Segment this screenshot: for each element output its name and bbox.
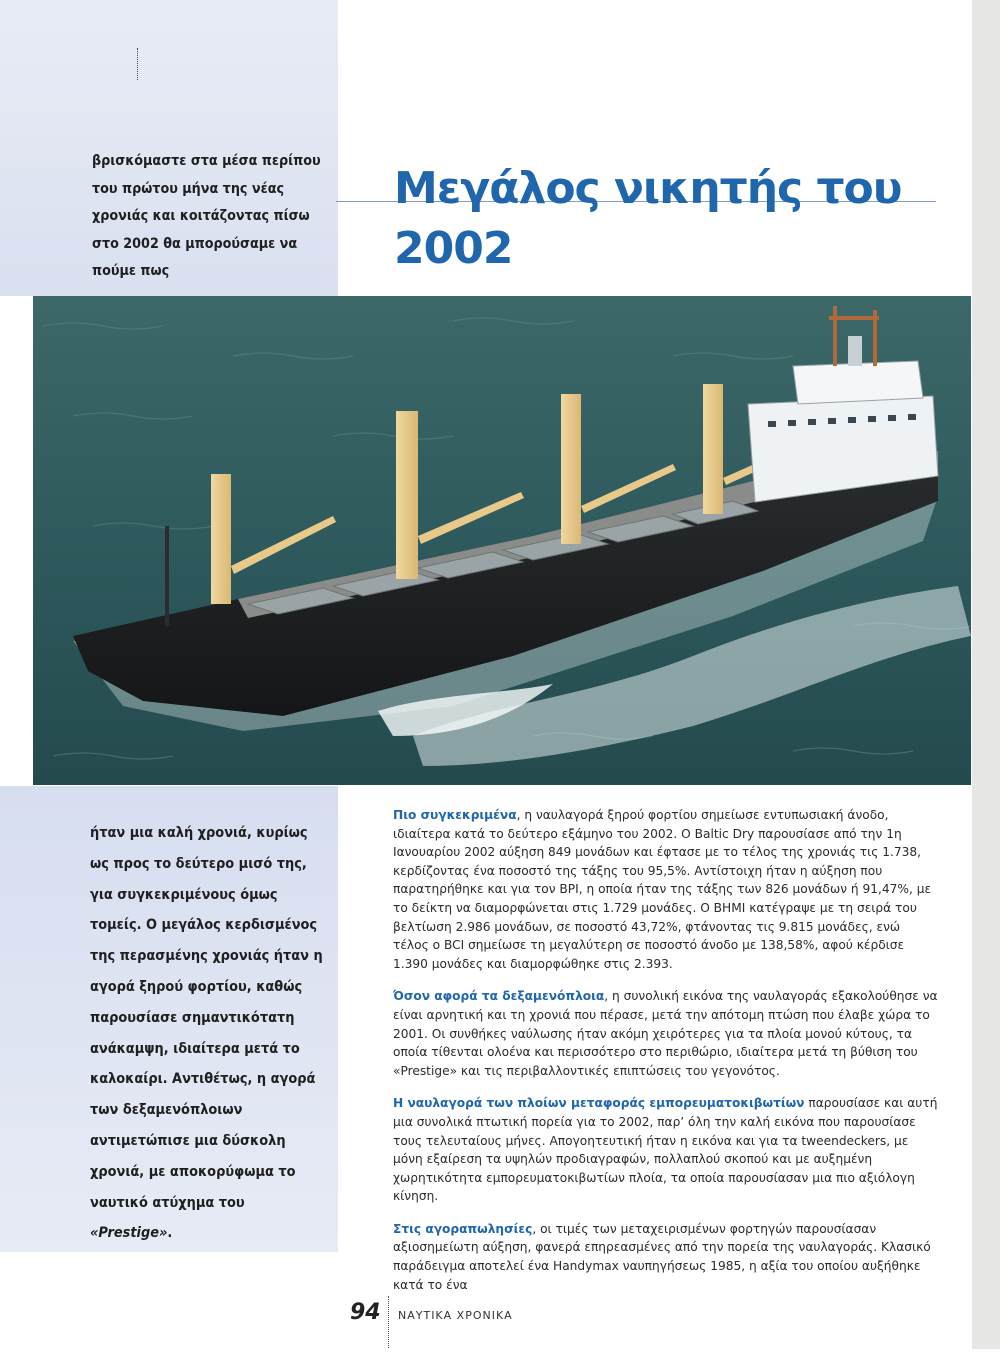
paragraph-lead: Όσον αφορά τα δεξαμενόπλοια — [393, 989, 605, 1004]
page-number: 94 — [350, 1300, 381, 1325]
decorative-rule — [137, 48, 138, 80]
paragraph — [393, 1220, 938, 1294]
magazine-name: ΝΑΥΤΙΚΑ ΧΡΟΝΙΚΑ — [398, 1309, 513, 1322]
headline-line-1: Μεγάλος νικητής του 2002 — [394, 163, 902, 275]
paragraph — [393, 1094, 938, 1206]
paragraph-text: , η ναυλαγορά ξηρού φορτίου σημείωσε εντυπωσιακή άνοδο, ιδιαίτερα κατά το δεύτερο εξάμηνο του 2002. Ο Baltic Dry παρουσίασε από την 1η Ιανουαρίου 2002 αύξηση 849 μονάδων και έφτασε με το τέλος της χρονιάς τις 1.738, κερδίζοντας ένα ποσοστό της τάξης του 95,5%. Αντίστοιχη ήταν η αύξηση που παρατηρήθηκε και για τον BPI, η οποία ήταν της τάξης των 826 μονάδων ή 91,47%, με το δείκτη να διαμορφώνεται στις 1.729 μονάδες. Ο BHMI κατέγραψε με τη σειρά του βελτίωση 2.986 μονάδων, σε ποσοστό 43,72%, φτάνοντας τις 9.815 μονάδες, ενώ τέλος ο BCI σημείωσε τη μεγαλύτερη σε ποσοστό άνοδο με 138,58%, αφού κέρδισε 1.390 μονάδες και διαμορφώθηκε στις 2.393. — [393, 808, 932, 971]
pull-quote-emphasis: «Prestige» — [90, 1225, 168, 1242]
intro-text: βρισκόμαστε στα μέσα περίπου του πρώτου μήνα της νέας χρονιάς και κοιτάζοντας πίσω στο 2002 θα μπορούσαμε να πούμε πως — [92, 153, 321, 279]
paragraph — [393, 987, 938, 1080]
page-edge — [972, 0, 1000, 1349]
cargo-ship-photo — [33, 296, 971, 785]
pull-quote — [90, 818, 328, 1249]
paragraph-text: , η συνολική εικόνα της ναυλαγοράς εξακολούθησε να είναι αρνητική και τη χρονιά που πέρασε, μετά την απότομη πτώση που έλαβε χώρα το 2001. Οι συνθήκες ναύλωσης ήταν ακόμη χειρότερες για τα πλοία μονού κύτους, τα οποία τίθενται ολοένα και περισσότερο στο περιθώριο, ιδιαίτερα μετά τη βύθιση του «Prestige» και τις περιβαλλοντικές επιπτώσεις του γεγονότος. — [393, 989, 938, 1078]
paragraph-lead: Στις αγοραπωλησίες — [393, 1221, 533, 1236]
pull-quote-text: ήταν μια καλή χρονιά, κυρίως ως προς το δεύτερο μισό της, για συγκεκριμένους όμως τομείς. Ο μεγάλος κερδισμένος της περασμένης χρονιάς ήταν η αγορά ξηρού φορτίου, καθώς παρουσίασε σημαντικότατη ανάκαμψη, ιδιαίτερα μετά το καλοκαίρι. Αντιθέτως, η αγορά των δεξαμενόπλοιων αντιμετώπισε μια δύσκολη χρονιά, με αποκορύφωμα το ναυτικό ατύχημα του — [90, 825, 323, 1211]
paragraph-lead: Πιο συγκεκριμένα — [393, 808, 517, 822]
paragraph-lead: Η ναυλαγορά των πλοίων μεταφοράς εμπορευματοκιβωτίων — [393, 1096, 805, 1111]
paragraph-text: παρουσίασε και αυτή μια συνολικά πτωτική πορεία για το 2002, παρ’ όλη την καλή εικόνα που παρουσίασε τους τελευταίους μήνες. Απογοητευτική ήταν η εικόνα και για τα tweendeckers, με μόνη εξαίρεση τα υψηλών προδιαγραφών, πολλαπλού σκοπού και με αυξημένη χωρητικότητα εμπορευματοκιβωτίων πλοία, τα οποία παρουσίασαν μια πιο αξιόλογη κίνηση. — [393, 1096, 938, 1204]
pull-quote-end: . — [167, 1225, 173, 1242]
paragraph — [393, 806, 938, 973]
article-body — [393, 806, 938, 1308]
paragraph-text: , οι τιμές των μεταχειρισμένων φορτηγών παρουσίασαν αξιοσημείωτη αύξηση, φανερά επηρεασμένες από την πορεία της ναυλαγοράς. Κλασικό παράδειγμα αποτελεί ένα Handymax ναυπηγήσεως 1985, η αξία του οποίου αυξήθηκε κατά το ένα — [393, 1221, 931, 1292]
footer-divider — [388, 1296, 389, 1348]
